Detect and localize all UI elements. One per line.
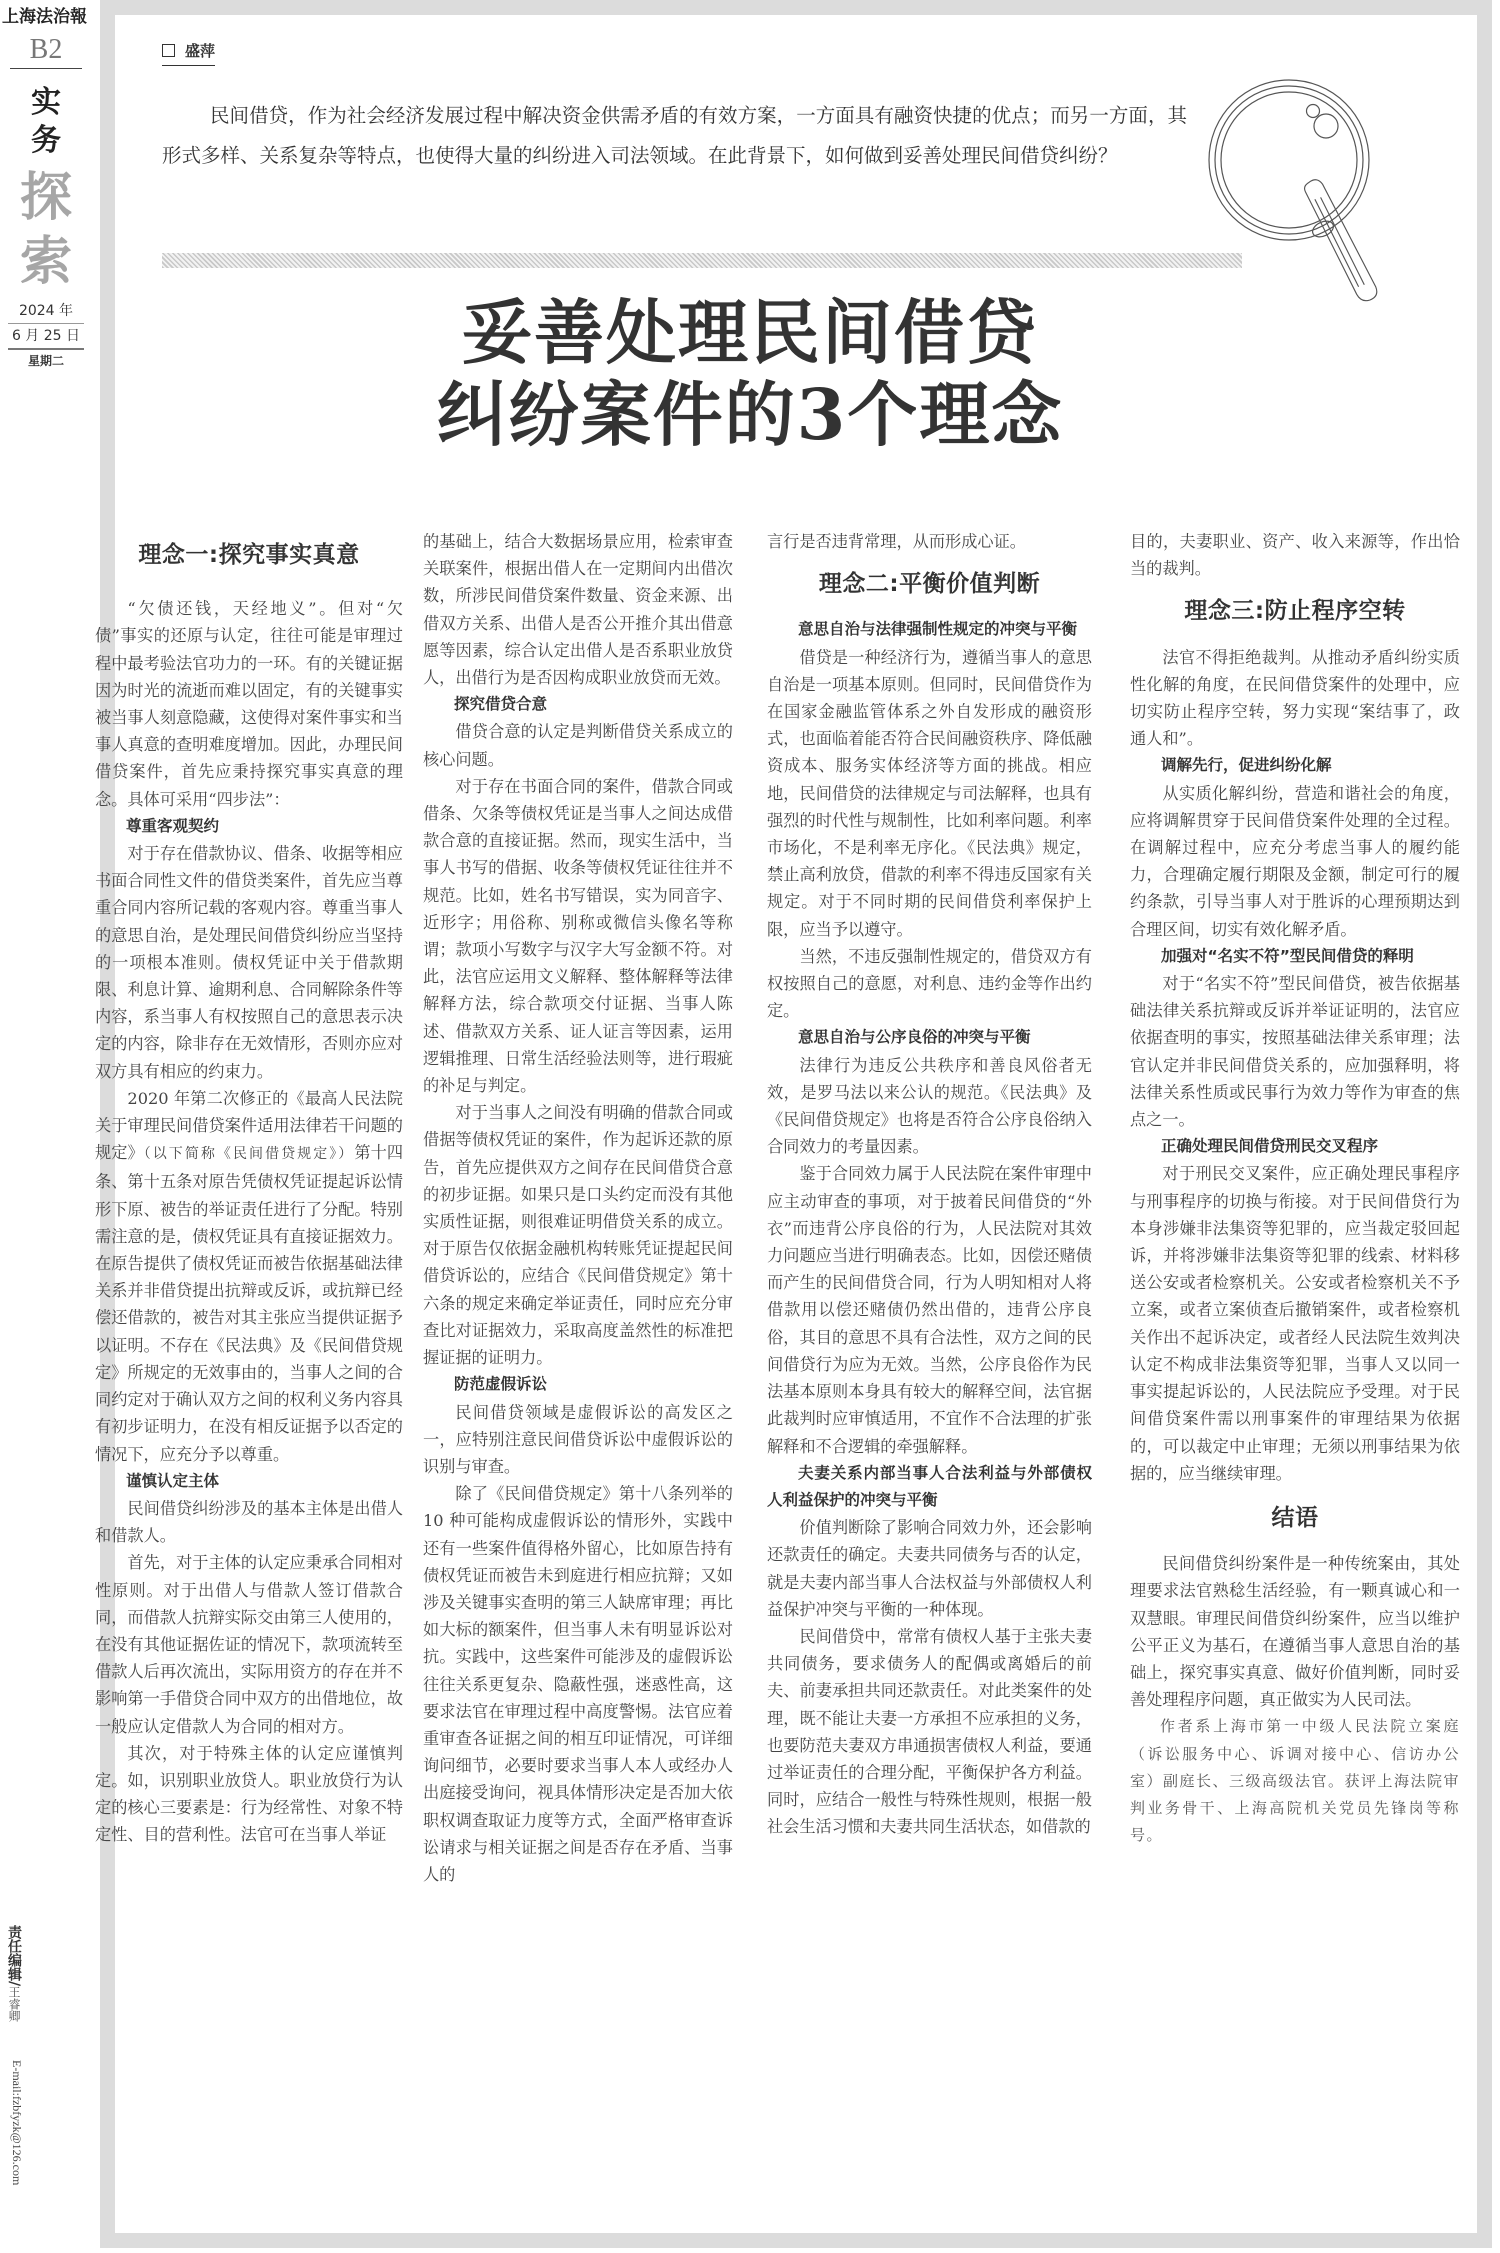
- paragraph: 价值判断除了影响合同效力外，还会影响还款责任的确定。夫妻共同债务与否的认定，就是夫妻内部当事人合法权益与外部债权人利益保护冲突与平衡的一种体现。: [767, 1518, 1092, 1619]
- author-note: 作者系上海市第一中级人民法院立案庭（诉讼服务中心、诉调对接中心、信访办公室）副庭长、三级高级法官。获评上海法院审判业务骨干、上海高院机关党员先锋岗等称号。: [1130, 1717, 1461, 1845]
- section-title-line2: 探索: [19, 167, 72, 292]
- subheading: 夫妻关系内部当事人合法利益与外部债权人利益保护的冲突与平衡: [767, 1463, 1092, 1509]
- paragraph: 当然，不违反强制性规定的，借贷双方有权按照自己的意愿，对利息、违约金等作出约定。: [767, 946, 1092, 1021]
- paragraph-abbrev-note: （以下简称《民间借贷规定》）: [143, 1146, 355, 1163]
- responsible-editor: [2, 1925, 22, 2022]
- subheading: 谨慎认定主体: [126, 1471, 220, 1490]
- paragraph: 除了《民间借贷规定》第十八条列举的 10 种可能构成虚假诉讼的情形外，实践中还有一些案件值得格外留心，比如原告持有债权凭证而被告未到庭进行相应抗辩；又如涉及关键事实查明的第三人缺席审理；再比如大标的额案件，但当事人未有明显诉讼对抗。实践中，这些案件可能涉及的虚假诉讼往往关系更复杂、隐蔽性强，迷惑性高，这要求法官在审理过程中高度警惕。法官应着重审查各证据之间的相互印证情况，可详细询问细节，必要时要求当事人本人或经办人出庭接受询问，视具体情形决定是否加大依职权调查取证力度等方式，全面严格审查诉讼请求与相关证据之间是否存在矛盾、当事人的: [423, 1484, 733, 1884]
- byline: [162, 40, 215, 66]
- paragraph: 民间借贷领域是虚假诉讼的高发区之一，应特别注意民间借贷诉讼中虚假诉讼的识别与审查。: [423, 1402, 733, 1476]
- date-day: 6 月 25 日: [8, 325, 84, 350]
- date-weekday: 星期二: [27, 354, 64, 368]
- column-2: [423, 528, 733, 1888]
- idea1-heading: 理念一:探究事实真意: [138, 542, 360, 568]
- paragraph-part: 2020 年第二次修正的《最高人民法院关于审理民间借贷案件适用法律若干问题的规定》: [95, 1088, 403, 1163]
- paragraph: 言行是否违背常理，从而形成心证。: [767, 532, 1026, 551]
- paragraph: 借贷是一种经济行为，遵循当事人的意思自治是一项基本原则。但同时，民间借贷作为在国家金融监管体系之外自发形成的融资形式，也面临着能否符合民间融资秩序、降低融资成本、服务实体经济等方面的挑战。相应地，民间借贷的法律规定与司法解释，也具有强烈的时代性与规制性，比如利率问题。利率市场化，不是利率无序化。《民法典》规定，禁止高利放贷，借款的利率不得违反国家有关规定。对于不同时期的民间借贷利率保护上限，应当予以遵守。: [767, 647, 1092, 939]
- paragraph: 对于存在借款协议、借条、收据等相应书面合同性文件的借贷类案件，首先应当尊重合同内容所记载的客观内容。尊重当事人的意思自治，是处理民间借贷纠纷应当坚持的一项根本准则。债权凭证中关于借款期限、利息计算、逾期利息、合同解除条件等内容，系当事人有权按照自己的意思表示决定的内容，除非存在无效情形，否则亦应对双方具有相应的约束力。: [95, 844, 403, 1081]
- headline: [300, 292, 1200, 456]
- paragraph: 法律行为违反公共秩序和善良风俗者无效，是罗马法以来公认的规范。《民法典》及《民间借贷规定》也将是否符合公序良俗纳入合同效力的考量因素。: [767, 1055, 1092, 1157]
- paragraph: 民间借贷中，常常有债权人基于主张夫妻共同债务，要求债务人的配偶或离婚后的前夫、前妻承担共同还款责任。对此类案件的处理，既不能让夫妻一方承担不应承担的义务，也要防范夫妻双方串通损害债权人利益，要通过举证责任的合理分配，平衡保护各方利益。同时，应结合一般性与特殊性规则，根据一般社会生活习惯和夫妻共同生活状态，如借款的: [767, 1626, 1092, 1837]
- idea2-heading: 理念二:平衡价值判断: [818, 571, 1041, 598]
- paragraph: 民间借贷纠纷案件是一种传统案由，其处理要求法官熟稔生活经验，有一颗真诚心和一双慧眼。审理民间借贷纠纷案件，应当以维护公平正义为基石，在遵循当事人意思自治的基础上，探究事实真意、做好价值判断，同时妥善处理程序问题，真正做实为人民司法。: [1130, 1554, 1460, 1710]
- page-number: B2: [10, 34, 82, 69]
- conclusion-heading: 结语: [1271, 1504, 1319, 1531]
- paragraph: 其次，对于特殊主体的认定应谨慎判定。如，识别职业放贷人。职业放贷行为认定的核心三要素是：行为经常性、对象不特定性、目的营利性。法官可在当事人举证: [95, 1743, 403, 1845]
- editor-email: E-mail:fzbfyzk@126.com: [10, 2060, 24, 2186]
- section-title-line1: 实务: [31, 85, 61, 158]
- paragraph-part: 第十四条、第十五条对原告凭债权凭证提起诉讼情形下原、被告的举证责任进行了分配。特别需注意的是，债权凭证具有直接证据效力。在原告提供了债权凭证而被告依据基础法律关系并非借贷提出抗辩或反诉，或抗辩已经偿还借款的，被告对其主张应当提供证据予以证明。不存在《民法典》及《民间借贷规定》所规定的无效事由的，当事人之间的合同约定对于确认双方之间的权利义务内容具有初步证明力，在没有相反证据予以否定的情况下，应充分予以尊重。: [95, 1143, 404, 1464]
- paragraph: [95, 1085, 403, 1468]
- paragraph: 目的，夫妻职业、资产、收入来源等，作出恰当的裁判。: [1130, 532, 1460, 579]
- subheading: 加强对“名实不符”型民间借贷的释明: [1161, 946, 1414, 965]
- paragraph: 从实质化解纠纷，营造和谐社会的角度，应将调解贯穿于民间借贷案件处理的全过程。在调解过程中，应充分考虑当事人的履约能力，合理确定履行期限及金额，制定可行的履约条款，引导当事人对于胜诉的心理预期达到合理区间，切实有效化解矛盾。: [1130, 783, 1460, 939]
- paragraph: 的基础上，结合大数据场景应用，检索审查关联案件，根据出借人在一定期间内出借次数，所涉民间借贷案件数量、资金来源、出借双方关系、出借人是否公开推介其出借意愿等因素，综合认定出借人是否系职业放贷人，出借行为是否因构成职业放贷而无效。: [423, 532, 733, 688]
- magnifier-icon: [1205, 40, 1385, 305]
- paragraph: 对于“名实不符”型民间借贷，被告依据基础法律关系抗辩或反诉并举证证明的，法官应依据查明的事实，按照基础法律关系审理；法官认定并非民间借贷关系的，应加强释明，将法律关系性质或民事行为效力等作为审查的焦点之一。: [1130, 974, 1460, 1130]
- headline-line2: 纠纷案件的3个理念: [436, 373, 1064, 456]
- subheading: 意思自治与公序良俗的冲突与平衡: [798, 1028, 1031, 1047]
- hatched-divider: [162, 253, 1242, 268]
- subheading: 调解先行，促进纠纷化解: [1161, 756, 1332, 775]
- paragraph: 借贷合意的认定是判断借贷关系成立的核心问题。: [423, 722, 733, 769]
- author-name: 盛萍: [185, 42, 216, 60]
- column-1: [95, 528, 403, 1849]
- paragraph: 民间借贷纠纷涉及的基本主体是出借人和借款人。: [95, 1498, 403, 1546]
- paragraph: 首先，对于主体的认定应秉承合同相对性原则。对于出借人与借款人签订借款合同，而借款人抗辩实际交由第三人使用的，在没有其他证据佐证的情况下，款项流转至借款人后再次流出，实际用资方的存在并不影响第一手借贷合同中双方的出借地位，故一般应认定借款人为合同的相对方。: [95, 1553, 403, 1736]
- paragraph: 对于刑民交叉案件，应正确处理民事程序与刑事程序的切换与衔接。对于民间借贷行为本身涉嫌非法集资等犯罪的，应当裁定驳回起诉，并将涉嫌非法集资等犯罪的线索、材料移送公安或者检察机关。公安或者检察机关不予立案，或者立案侦查后撤销案件，或者检察机关作出不起诉决定，或者经人民法院生效判决认定不构成非法集资等犯罪，当事人又以同一事实提起诉讼的，人民法院应予受理。对于民间借贷案件需以刑事案件的审理结果为依据的，可以裁定中止审理；无须以刑事结果为依据的，应当继续审理。: [1130, 1164, 1460, 1483]
- editor-name: 王睿卿: [7, 1986, 21, 2023]
- paragraph: 对于当事人之间没有明确的借款合同或借据等债权凭证的案件，作为起诉还款的原告，首先应提供双方之间存在民间借贷合意的初步证据。如果只是口头约定而没有其他实质性证据，则很难证明借贷关系的成立。对于原告仅依据金融机构转账凭证提起民间借贷诉讼的，应结合《民间借贷规定》第十六条的规定来确定举证责任，同时应充分审查比对证据效力，采取高度盖然性的标准把握证据的证明力。: [423, 1103, 733, 1368]
- paragraph: 鉴于合同效力属于人民法院在案件审理中应主动审查的事项，对于披着民间借贷的“外衣”而违背公序良俗的行为，人民法院对其效力问题应当进行明确表态。比如，因偿还赌债而产生的民间借贷合同，行为人明知相对人将借款用以偿还赌债仍然出借的，违背公序良俗，其目的意思不具有合法性，双方之间的民间借贷行为应为无效。当然，公序良俗作为民法基本原则本身具有较大的解释空间，法官据此裁判时应审慎适用，不宜作不合法理的扩张解释和不合逻辑的牵强解释。: [767, 1164, 1092, 1456]
- left-rail: [0, 0, 92, 2253]
- editor-label: 责任编辑/: [6, 1925, 22, 1987]
- subheading: 防范虚假诉讼: [454, 1375, 548, 1394]
- date-year: 2024 年: [8, 300, 84, 324]
- byline-box-icon: [162, 44, 175, 57]
- subheading: 正确处理民间借贷刑民交叉程序: [1161, 1137, 1379, 1156]
- subheading: 意思自治与法律强制性规定的冲突与平衡: [798, 620, 1078, 639]
- paragraph: 法官不得拒绝裁判。从推动矛盾纠纷实质性化解的角度，在民间借贷案件的处理中，应切实防止程序空转，努力实现“案结事了，政通人和”。: [1130, 647, 1460, 749]
- idea3-heading: 理念三:防止程序空转: [1184, 598, 1406, 625]
- intro-paragraph: 民间借贷，作为社会经济发展过程中解决资金供需矛盾的有效方案，一方面具有融资快捷的优点；而另一方面，其形式多样、关系复杂等特点，也使得大量的纠纷进入司法领域。在此背景下，如何做到妥善处理民间借贷纠纷？: [162, 104, 1187, 167]
- paragraph: “欠债还钱，天经地义”。但对“欠债”事实的还原与认定，往往可能是审理过程中最考验法官功力的一环。有的关键证据因为时光的流逝而难以固定，有的关键事实被当事人刻意隐藏，这使得对案件事实和当事人真意的查明难度增加。因此，办理民间借贷案件，首先应秉持探究事实真意的理念。具体可采用“四步法”：: [95, 599, 403, 809]
- column-3: [767, 528, 1092, 1841]
- paragraph: 对于存在书面合同的案件，借款合同或借条、欠条等债权凭证是当事人之间达成借款合意的直接证据。然而，现实生活中，当事人书写的借据、收条等债权凭证往往并不规范。比如，姓名书写错误，实为同音字、近形字；用俗称、别称或微信头像名等称谓；款项小写数字与汉字大写金额不符。对此，法官应运用文义解释、整体解释等法律解释方法，综合款项交付证据、当事人陈述、借款双方关系、证人证言等因素，运用逻辑推理、日常生活经验法则等，进行瑕疵的补足与判定。: [423, 776, 733, 1096]
- column-4: [1130, 528, 1460, 1849]
- headline-line1: 妥善处理民间借贷: [462, 291, 1038, 374]
- subheading: 尊重客观契约: [126, 816, 220, 835]
- subheading: 探究借贷合意: [454, 695, 548, 714]
- newspaper-masthead: 上海法治報: [2, 7, 87, 27]
